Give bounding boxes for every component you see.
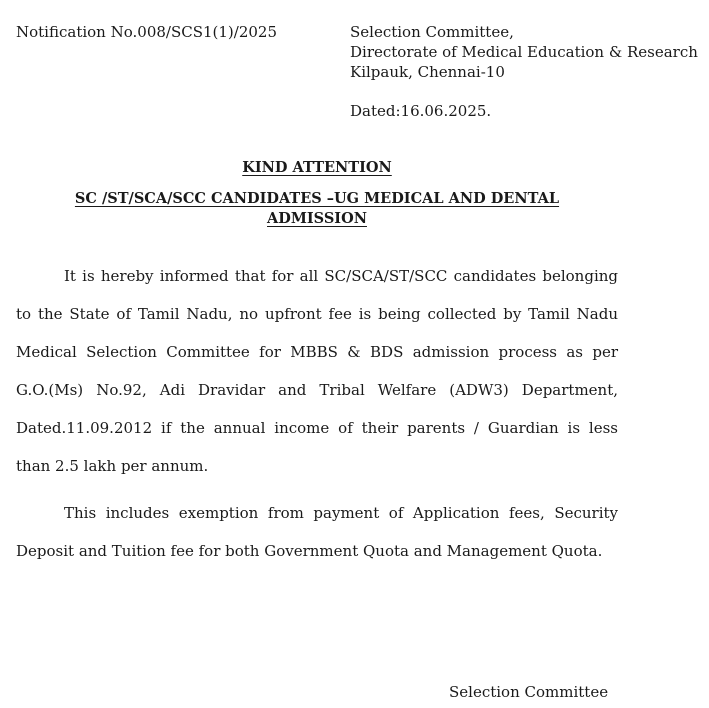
paragraph-line: This includes exemption from payment of Application fees, Security xyxy=(64,504,618,522)
issuer-address xyxy=(350,22,698,82)
address-line: Selection Committee, xyxy=(350,23,514,41)
heading-subject-line-2 xyxy=(16,209,618,229)
address-line: Kilpauk, Chennai-10 xyxy=(350,63,505,81)
paragraph-line: than 2.5 lakh per annum. xyxy=(16,457,209,475)
notice-date: Dated:16.06.2025. xyxy=(350,102,492,120)
paragraph-line: It is hereby informed that for all SC/SCA/ST/SCC candidates belonging xyxy=(64,267,618,285)
paragraph-line: Dated.11.09.2012 if the annual income of their parents / Guardian is less xyxy=(16,419,618,437)
paragraph-exemption xyxy=(16,494,618,570)
paragraph-line: Deposit and Tuition fee for both Government Quota and Management Quota. xyxy=(16,542,603,560)
address-line: Directorate of Medical Education & Research xyxy=(350,43,698,61)
heading-subject-line-1 xyxy=(16,189,618,209)
heading-text: ADMISSION xyxy=(267,210,367,227)
notification-number: Notification No.008/SCS1(1)/2025 xyxy=(16,23,278,41)
signature-block: Selection Committee xyxy=(449,683,609,701)
heading-text: KIND ATTENTION xyxy=(242,159,392,176)
paragraph-line: Medical Selection Committee for MBBS & BDS admission process as per xyxy=(16,343,618,361)
heading-text: SC /ST/SCA/SCC CANDIDATES –UG MEDICAL AND DENTAL xyxy=(74,190,560,207)
heading-kind-attention xyxy=(16,158,618,178)
paragraph-line: to the State of Tamil Nadu, no upfront fee is being collected by Tamil Nadu xyxy=(16,305,618,323)
paragraph-fee-information xyxy=(16,257,618,485)
paragraph-line: G.O.(Ms) No.92, Adi Dravidar and Tribal Welfare (ADW3) Department, xyxy=(16,381,618,399)
